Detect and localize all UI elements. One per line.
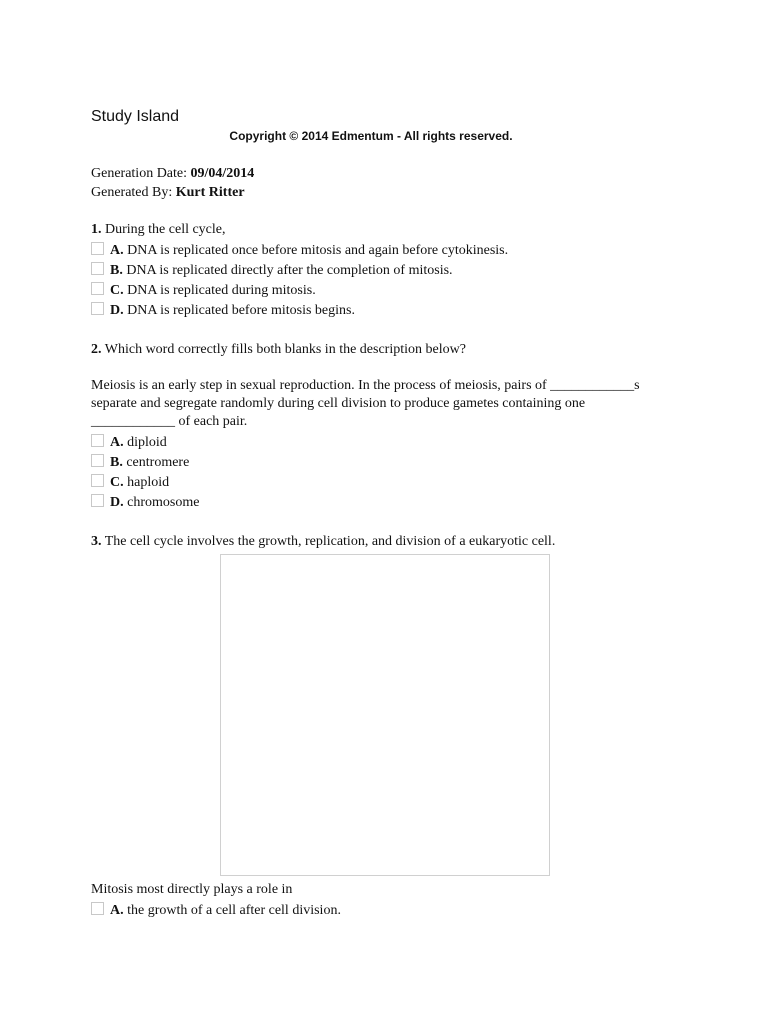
choice-option[interactable] xyxy=(91,454,651,474)
choice-letter: D. xyxy=(110,303,124,318)
choice-checkbox[interactable] xyxy=(91,302,104,315)
generation-date-label: Generation Date: xyxy=(91,166,188,181)
question-1 xyxy=(91,221,651,322)
question-passage: Meiosis is an early step in sexual reproduction. In the process of meiosis, pairs of ____________s separate and segregate randomly during cell division to produce gametes containing one ____________ of each pair. xyxy=(91,378,640,429)
choice-checkbox[interactable] xyxy=(91,494,104,507)
generated-by-value: Kurt Ritter xyxy=(175,185,245,200)
choice-text: diploid xyxy=(127,435,167,450)
choice-letter: C. xyxy=(110,475,124,490)
question-number: 3. xyxy=(91,534,102,549)
choice-option[interactable] xyxy=(91,262,651,282)
choice-letter: B. xyxy=(110,455,123,470)
question-figure-placeholder xyxy=(220,554,550,876)
question-text xyxy=(91,221,651,239)
choice-letter: A. xyxy=(110,435,124,450)
generation-date-value: 09/04/2014 xyxy=(190,166,255,181)
question-stem: Which word correctly fills both blanks in the description below? xyxy=(104,342,466,357)
choice-option[interactable] xyxy=(91,434,651,454)
question-stem: The cell cycle involves the growth, replication, and division of a eukaryotic cell. xyxy=(104,534,556,549)
choice-letter: C. xyxy=(110,283,124,298)
choice-checkbox[interactable] xyxy=(91,454,104,467)
choice-checkbox[interactable] xyxy=(91,282,104,295)
choice-checkbox[interactable] xyxy=(91,902,104,915)
choice-option[interactable] xyxy=(91,494,651,514)
choice-letter: D. xyxy=(110,495,124,510)
generation-date-row xyxy=(91,164,651,183)
choice-letter: B. xyxy=(110,263,123,278)
question-stem: During the cell cycle, xyxy=(105,222,226,237)
copyright-notice: Copyright © 2014 Edmentum - All rights reserved. xyxy=(229,129,513,143)
choice-text: DNA is replicated before mitosis begins. xyxy=(127,303,355,318)
choice-option[interactable] xyxy=(91,242,651,262)
choice-checkbox[interactable] xyxy=(91,434,104,447)
choice-checkbox[interactable] xyxy=(91,242,104,255)
question-3 xyxy=(91,533,651,922)
choice-option[interactable] xyxy=(91,474,651,494)
choice-text: DNA is replicated directly after the completion of mitosis. xyxy=(126,263,453,278)
choice-option[interactable] xyxy=(91,302,651,322)
question-prompt: Mitosis most directly plays a role in xyxy=(91,882,293,897)
choice-letter: A. xyxy=(110,903,124,918)
worksheet-page xyxy=(91,107,651,922)
question-number: 1. xyxy=(91,222,102,237)
choice-text: DNA is replicated once before mitosis and again before cytokinesis. xyxy=(127,243,509,258)
generation-meta xyxy=(91,164,651,202)
choice-text: haploid xyxy=(127,475,170,490)
question-2 xyxy=(91,341,651,514)
brand-title: Study Island xyxy=(91,108,180,125)
choice-text: centromere xyxy=(126,455,190,470)
generated-by-row xyxy=(91,183,651,202)
question-number: 2. xyxy=(91,342,102,357)
generated-by-label: Generated By: xyxy=(91,185,173,200)
choice-list xyxy=(91,242,651,322)
question-text xyxy=(91,341,651,359)
choice-text: DNA is replicated during mitosis. xyxy=(127,283,316,298)
choice-checkbox[interactable] xyxy=(91,262,104,275)
choice-letter: A. xyxy=(110,243,124,258)
choice-option[interactable] xyxy=(91,282,651,302)
choice-list xyxy=(91,902,651,922)
choice-checkbox[interactable] xyxy=(91,474,104,487)
choice-text: chromosome xyxy=(127,495,200,510)
choice-list xyxy=(91,434,651,514)
question-text xyxy=(91,533,651,551)
choice-text: the growth of a cell after cell division. xyxy=(127,903,341,918)
choice-option[interactable] xyxy=(91,902,651,922)
